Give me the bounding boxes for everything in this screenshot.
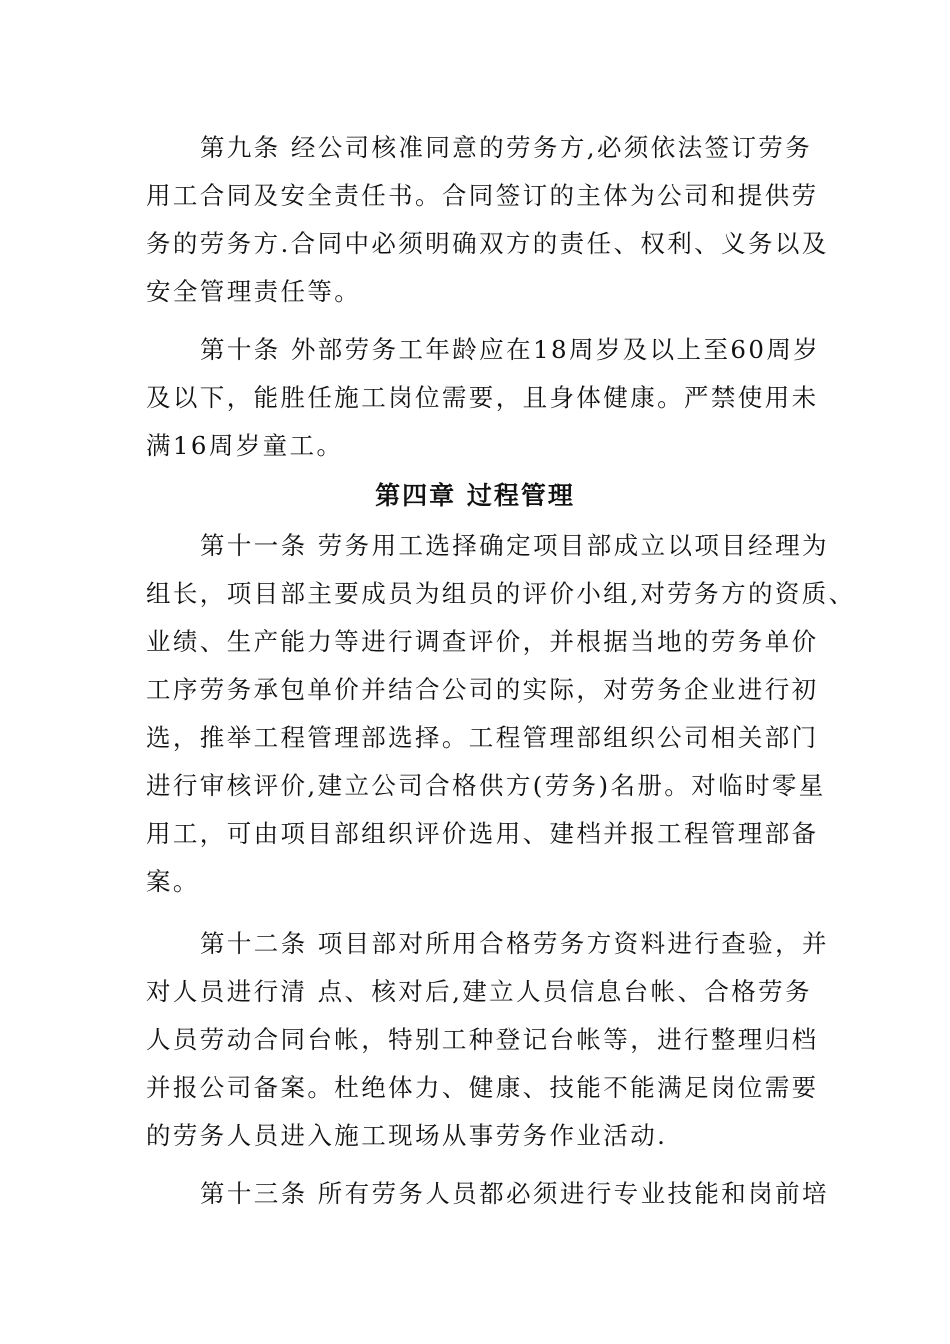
article-11-paragraph [146,522,856,906]
article-9-line-1: 第九条 经公司核准同意的劳务方,必须依法签订劳务 [200,133,813,162]
article-13-paragraph [146,1170,829,1218]
article-11-line-3: 业绩、生产能力等进行调查评价，并根据当地的劳务单价 [146,627,819,656]
article-11-line-4: 工序劳务承包单价并结合公司的实际，对劳务企业进行初 [146,675,819,704]
article-9-line-4: 安全管理责任等。 [146,277,362,306]
article-9-line-3: 务的劳务方.合同中必须明确双方的责任、权利、义务以及 [146,229,829,258]
article-12-line-4: 并报公司备案。杜绝体力、健康、技能不能满足岗位需要 [146,1073,819,1102]
article-12-line-2: 对人员进行清 点、核对后,建立人员信息台帐、合格劳务 [146,977,812,1006]
article-12-paragraph [146,920,829,1160]
article-11-line-1: 第十一条 劳务用工选择确定项目部成立以项目经理为 [200,531,829,560]
article-10-line-2: 及以下，能胜任施工岗位需要，且身体健康。严禁使用未 [146,383,819,412]
article-12-line-5: 的劳务人员进入施工现场从事劳务作业活动. [146,1121,668,1150]
article-9-line-2: 用工合同及安全责任书。合同签订的主体为公司和提供劳 [146,181,819,210]
article-10-line-3: 满16周岁童工。 [146,431,344,460]
article-11-line-8: 案。 [146,867,200,896]
article-11-line-5: 选，推举工程管理部选择。工程管理部组织公司相关部门 [146,723,819,752]
article-10-line-1: 第十条 外部劳务工年龄应在18周岁及以上至60周岁 [200,335,821,364]
article-11-line-6: 进行审核评价,建立公司合格供方(劳务)名册。对临时零星 [146,771,826,800]
article-12-line-3: 人员劳动合同台帐，特别工种登记台帐等，进行整理归档 [146,1025,819,1054]
chapter-4-heading: 第四章 过程管理 [375,481,575,510]
article-12-line-1: 第十二条 项目部对所用合格劳务方资料进行查验，并 [200,929,829,958]
article-11-line-7: 用工，可由项目部组织评价选用、建档并报工程管理部备 [146,819,819,848]
article-10-paragraph [146,326,821,470]
article-9-paragraph [146,124,829,316]
article-11-line-2: 组长，项目部主要成员为组员的评价小组,对劳务方的资质、 [146,579,856,608]
article-13-line-1: 第十三条 所有劳务人员都必须进行专业技能和岗前培 [200,1179,829,1208]
